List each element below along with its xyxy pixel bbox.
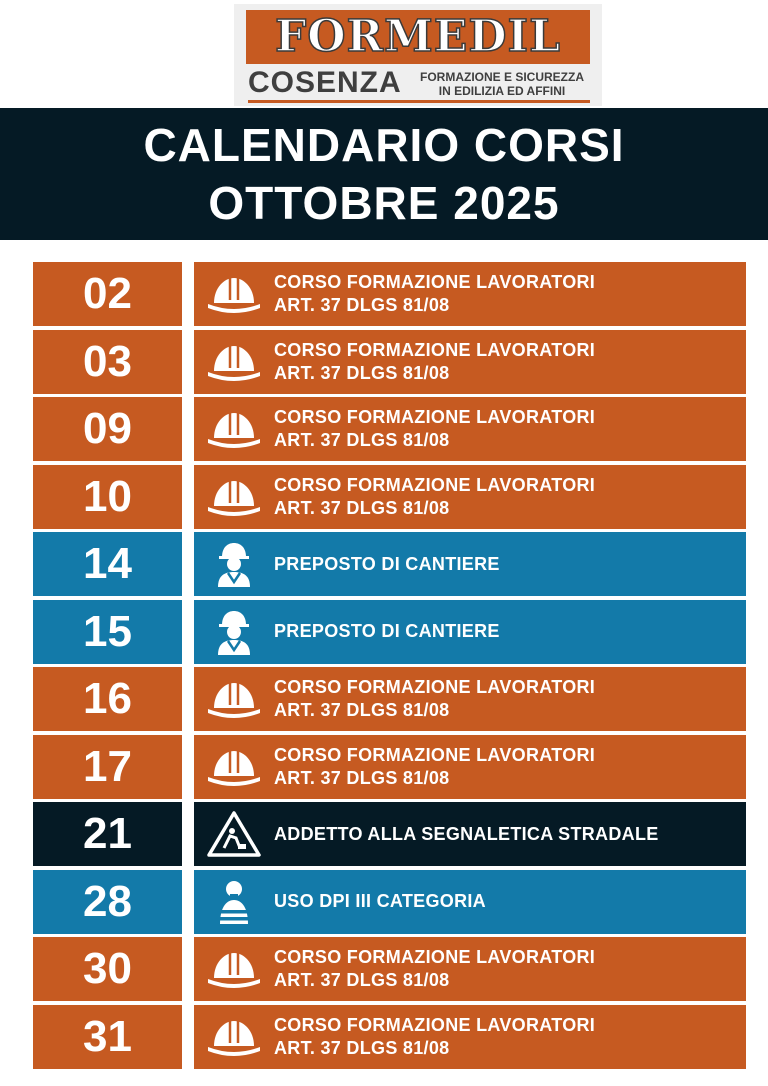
course-info — [194, 735, 746, 799]
course-row — [33, 397, 746, 461]
course-row — [33, 465, 746, 529]
logo-tagline-line1: FORMAZIONE E SICUREZZA — [420, 70, 584, 84]
course-title-line1: ADDETTO ALLA SEGNALETICA STRADALE — [274, 823, 659, 844]
course-title-line1: CORSO FORMAZIONE LAVORATORI — [274, 744, 596, 765]
course-title — [274, 744, 595, 790]
course-title-line2: ART. 37 DLGS 81/08 — [274, 700, 450, 720]
course-title — [274, 823, 659, 846]
harness-worker-icon — [194, 870, 274, 934]
course-title — [274, 946, 595, 992]
course-title-line1: USO DPI III CATEGORIA — [274, 891, 486, 911]
hard-hat-icon — [194, 330, 274, 394]
course-info — [194, 937, 746, 1001]
course-title-line2: ART. 37 DLGS 81/08 — [274, 295, 450, 315]
course-title — [274, 1014, 595, 1060]
course-day: 14 — [33, 532, 182, 596]
course-title-line1: PREPOSTO DI CANTIERE — [274, 553, 500, 574]
course-title-line2: ART. 37 DLGS 81/08 — [274, 1037, 450, 1058]
course-info — [194, 802, 746, 866]
course-title-line2: ART. 37 DLGS 81/08 — [274, 362, 450, 383]
logo-brand-banner — [246, 10, 590, 64]
logo-tagline — [414, 70, 590, 98]
course-info — [194, 465, 746, 529]
course-day: 21 — [33, 802, 182, 866]
course-title-line1: CORSO FORMAZIONE LAVORATORI — [274, 474, 596, 495]
course-title-line1: CORSO FORMAZIONE LAVORATORI — [274, 339, 596, 360]
course-info — [194, 600, 746, 664]
course-info — [194, 532, 746, 596]
course-title-line1: CORSO FORMAZIONE LAVORATORI — [274, 407, 596, 427]
course-day: 30 — [33, 937, 182, 1001]
course-info — [194, 667, 746, 731]
page-title-line2: OTTOBRE 2025 — [208, 177, 560, 229]
course-row — [33, 870, 746, 934]
page-title-line1: CALENDARIO CORSI — [143, 119, 625, 171]
course-day: 15 — [33, 600, 182, 664]
logo-tagline-line2: IN EDILIZIA ED AFFINI — [438, 84, 566, 98]
course-title — [274, 890, 486, 913]
course-title — [274, 553, 500, 576]
course-info — [194, 262, 746, 326]
course-day: 17 — [33, 735, 182, 799]
course-title — [274, 406, 595, 452]
hard-hat-icon — [194, 1005, 274, 1069]
hard-hat-icon — [194, 667, 274, 731]
course-day: 10 — [33, 465, 182, 529]
logo-city: COSENZA — [248, 66, 402, 99]
logo-underline — [248, 100, 590, 103]
course-row — [33, 262, 746, 326]
course-info — [194, 330, 746, 394]
course-title-line1: CORSO FORMAZIONE LAVORATORI — [274, 1014, 596, 1035]
course-calendar-list — [33, 262, 746, 1072]
course-title-line1: CORSO FORMAZIONE LAVORATORI — [274, 677, 596, 697]
course-title — [274, 271, 595, 317]
course-day: 28 — [33, 870, 182, 934]
hard-hat-icon — [194, 262, 274, 326]
course-title-line2: ART. 37 DLGS 81/08 — [274, 767, 450, 788]
course-title-line2: ART. 37 DLGS 81/08 — [274, 970, 450, 990]
course-info — [194, 870, 746, 934]
course-title — [274, 339, 595, 385]
course-info — [194, 397, 746, 461]
formedil-logo — [234, 4, 602, 106]
course-title — [274, 620, 500, 643]
course-title-line1: PREPOSTO DI CANTIERE — [274, 621, 500, 641]
course-row — [33, 667, 746, 731]
hard-hat-icon — [194, 465, 274, 529]
hard-hat-icon — [194, 735, 274, 799]
course-row — [33, 1005, 746, 1069]
course-day: 03 — [33, 330, 182, 394]
course-row — [33, 937, 746, 1001]
worker-icon — [194, 532, 274, 596]
logo-brand: FORMEDIL — [274, 11, 562, 62]
course-row — [33, 802, 746, 866]
course-title — [274, 676, 595, 722]
course-title-line2: ART. 37 DLGS 81/08 — [274, 430, 450, 450]
course-title-line2: ART. 37 DLGS 81/08 — [274, 497, 450, 518]
course-info — [194, 1005, 746, 1069]
course-day: 16 — [33, 667, 182, 731]
course-title — [274, 474, 595, 520]
course-title-line1: CORSO FORMAZIONE LAVORATORI — [274, 947, 596, 967]
course-row — [33, 330, 746, 394]
course-day: 09 — [33, 397, 182, 461]
course-row — [33, 735, 746, 799]
hard-hat-icon — [194, 397, 274, 461]
road-work-sign-icon — [194, 802, 274, 866]
course-day: 31 — [33, 1005, 182, 1069]
course-row — [33, 600, 746, 664]
hard-hat-icon — [194, 937, 274, 1001]
course-title-line1: CORSO FORMAZIONE LAVORATORI — [274, 272, 596, 292]
worker-icon — [194, 600, 274, 664]
course-day: 02 — [33, 262, 182, 326]
page-title — [0, 108, 768, 240]
course-row — [33, 532, 746, 596]
